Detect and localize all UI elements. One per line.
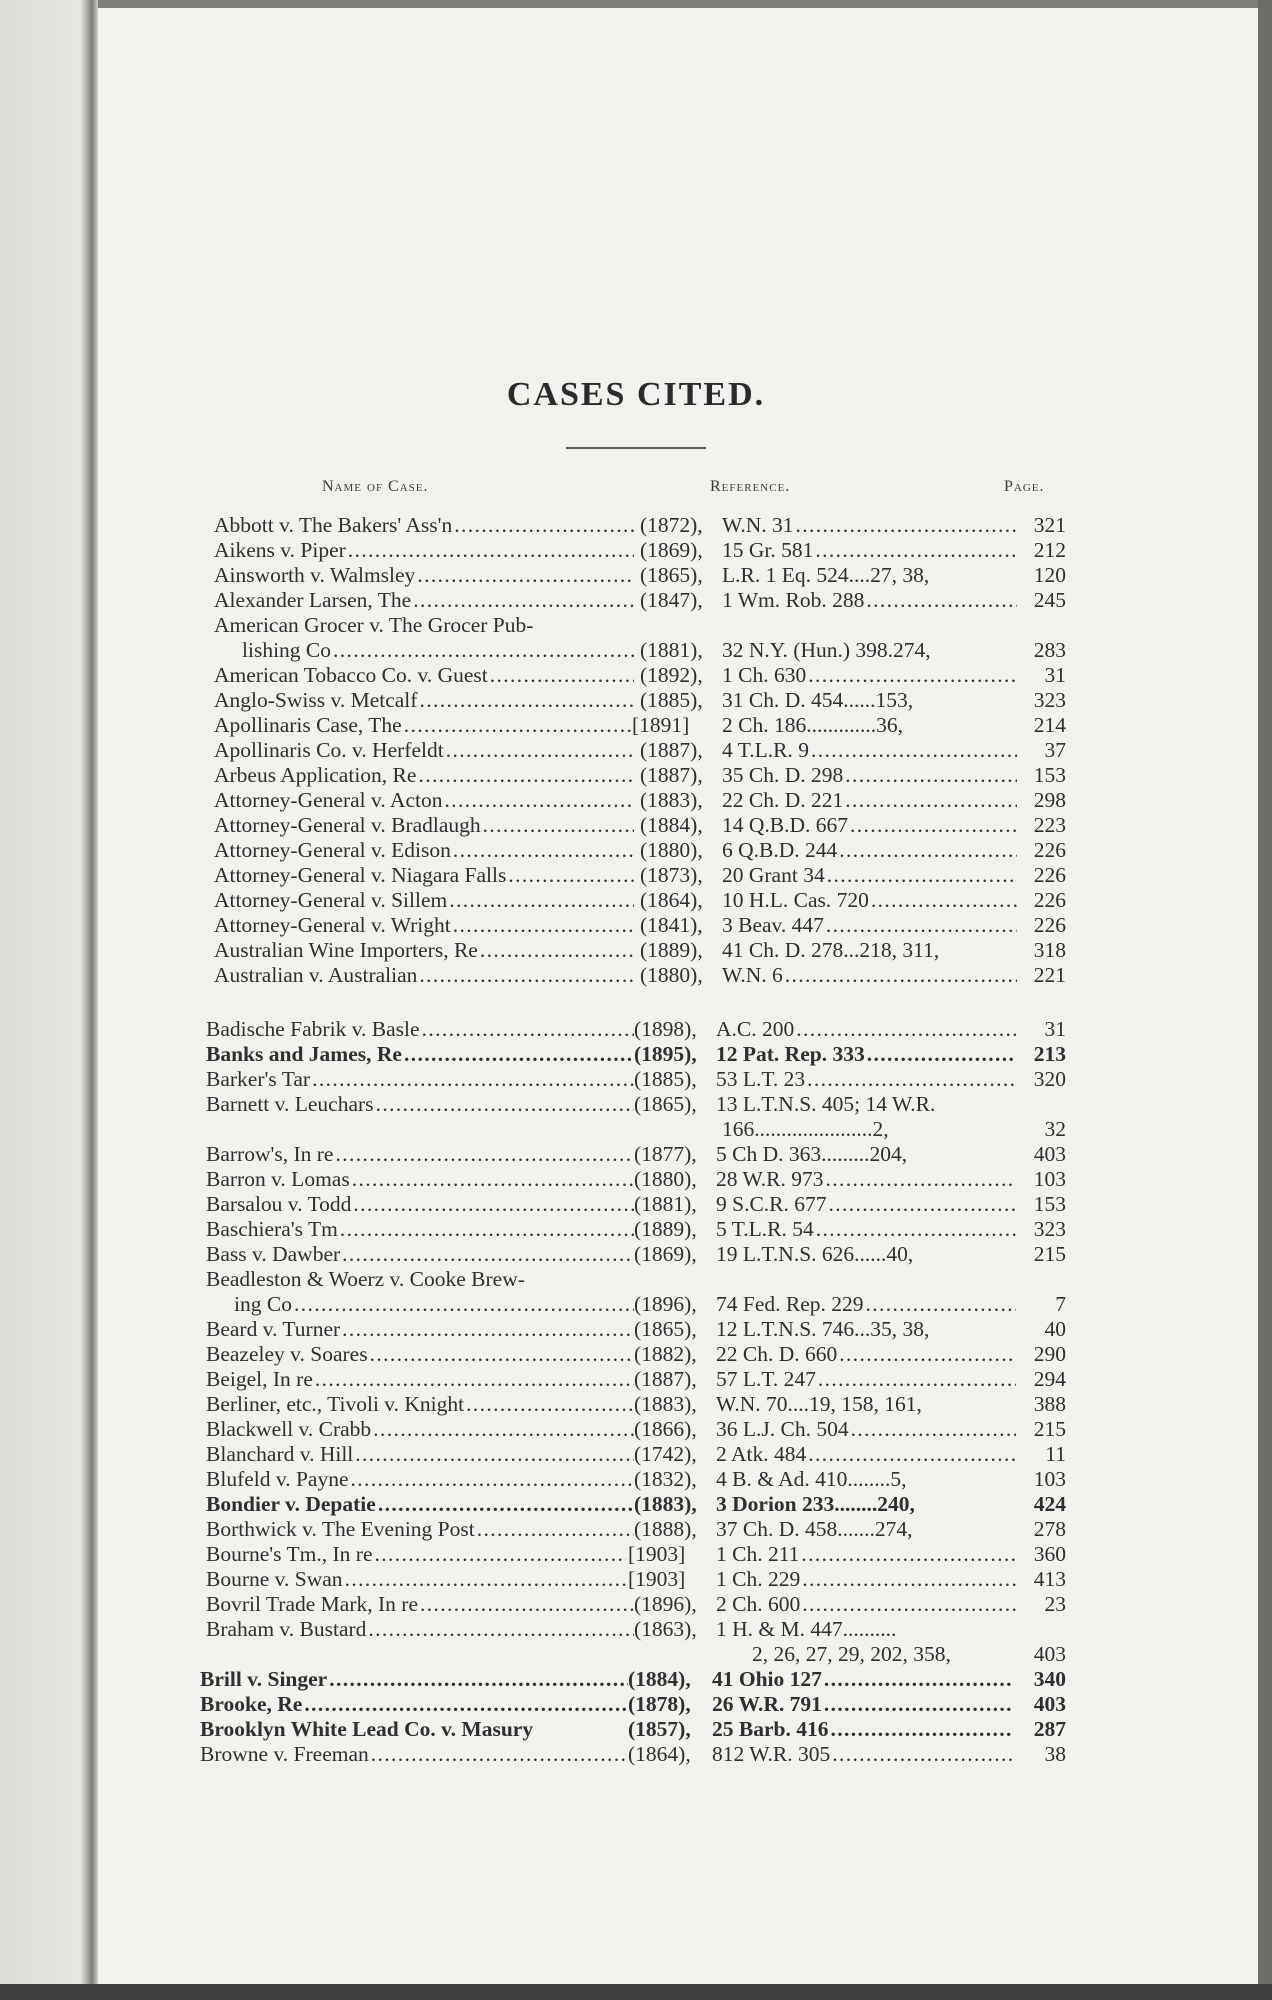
case-name: Bourne's Tm., In re . . . [206, 1542, 626, 1566]
case-reference: 5 Ch D. 363.........204, [716, 1142, 908, 1166]
case-name: Ainsworth v. Walmsley . . . [214, 563, 634, 587]
case-name: Apollinaris Case, The . . . [214, 713, 634, 737]
case-page: 323 [1033, 688, 1066, 712]
case-name: Banks and James, Re . . . [206, 1042, 634, 1066]
case-reference: 1 Ch. 229 . . . [716, 1567, 1016, 1591]
case-reference: 2, 26, 27, 29, 202, 358, [752, 1642, 951, 1666]
case-page: 153 [1033, 1192, 1066, 1216]
case-page: 23 [1044, 1592, 1066, 1616]
case-reference: 4 B. & Ad. 410........5, [716, 1467, 907, 1491]
case-name: Badische Fabrik v. Basle . . . [206, 1017, 634, 1041]
case-name: Beazeley v. Soares . . . [206, 1342, 634, 1366]
case-name: Attorney-General v. Bradlaugh . . . [214, 813, 634, 837]
case-page: 424 [1033, 1492, 1066, 1516]
case-page: 40 [1044, 1317, 1066, 1341]
case-year: (1888), [634, 1517, 697, 1541]
case-reference: 41 Ohio 127 . . . [712, 1667, 1012, 1691]
case-reference: 1 Wm. Rob. 288 . . . [722, 588, 1017, 612]
case-page: 7 [1055, 1292, 1066, 1316]
case-reference: 36 L.J. Ch. 504 . . . [716, 1417, 1016, 1441]
case-name: Blufeld v. Payne . . . [206, 1467, 634, 1491]
case-page: 388 [1033, 1392, 1066, 1416]
case-year: (1887), [640, 738, 703, 762]
case-reference: 1 H. & M. 447.......... [716, 1617, 897, 1641]
case-year: (1880), [634, 1167, 697, 1191]
case-year: (1832), [634, 1467, 697, 1491]
case-page: 318 [1033, 938, 1066, 962]
case-name: American Tobacco Co. v. Guest . . . [214, 663, 634, 687]
case-page: 226 [1033, 838, 1066, 862]
case-year: [1903] [628, 1542, 686, 1566]
case-page: 31 [1044, 663, 1066, 687]
case-page: 215 [1033, 1242, 1066, 1266]
case-year: (1881), [634, 1192, 697, 1216]
case-reference: 57 L.T. 247 . . . [716, 1367, 1016, 1391]
case-reference: 1 Ch. 211 . . . [716, 1542, 1016, 1566]
case-reference: 3 Dorion 233........240, [716, 1492, 915, 1516]
case-name: Blackwell v. Crabb . . . [206, 1417, 634, 1441]
case-page: 103 [1033, 1467, 1066, 1491]
case-name: Borthwick v. The Evening Post . . . [206, 1517, 634, 1541]
case-year: (1869), [634, 1242, 697, 1266]
case-reference: 10 H.L. Cas. 720 . . . [722, 888, 1017, 912]
case-reference: 32 N.Y. (Hun.) 398.274, [722, 638, 931, 662]
case-year: (1872), [640, 513, 703, 537]
case-page: 320 [1033, 1067, 1066, 1091]
case-page: 153 [1033, 763, 1066, 787]
case-name: lishing Co . . . [242, 638, 634, 662]
case-year: (1864), [628, 1742, 691, 1766]
case-reference: 26 W.R. 791 . . . [712, 1692, 1012, 1716]
case-reference: 9 S.C.R. 677 . . . [716, 1192, 1016, 1216]
case-year: (1898), [634, 1017, 697, 1041]
case-page: 245 [1033, 588, 1066, 612]
case-page: 212 [1033, 538, 1066, 562]
case-year: [1891] [632, 713, 690, 737]
case-name: Barrow's, In re . . . [206, 1142, 634, 1166]
case-year: (1863), [634, 1617, 697, 1641]
case-name: Browne v. Freeman . . . [200, 1742, 628, 1766]
case-reference: 6 Q.B.D. 244 . . . [722, 838, 1017, 862]
case-page: 32 [1044, 1117, 1066, 1141]
case-name: Brooke, Re . . . [200, 1692, 628, 1716]
case-page: 321 [1033, 513, 1066, 537]
case-page: 323 [1033, 1217, 1066, 1241]
case-page: 221 [1033, 963, 1066, 987]
case-reference: W.N. 70....19, 158, 161, [716, 1392, 922, 1416]
case-page: 403 [1033, 1642, 1066, 1666]
case-reference: 53 L.T. 23 . . . [716, 1067, 1016, 1091]
case-name: Bass v. Dawber . . . [206, 1242, 634, 1266]
case-page: 31 [1044, 1017, 1066, 1041]
case-year: (1742), [634, 1442, 697, 1466]
case-year: (1857), [628, 1717, 691, 1741]
case-name: Attorney-General v. Edison . . . [214, 838, 634, 862]
case-reference: 14 Q.B.D. 667 . . . [722, 813, 1017, 837]
case-name: Berliner, etc., Tivoli v. Knight . . . [206, 1392, 634, 1416]
header-page: Page. [1004, 478, 1045, 495]
case-reference: 22 Ch. D. 660 . . . [716, 1342, 1016, 1366]
case-reference: 12 L.T.N.S. 746...35, 38, [716, 1317, 930, 1341]
case-page: 294 [1033, 1367, 1066, 1391]
case-page: 290 [1033, 1342, 1066, 1366]
case-reference: 3 Beav. 447 . . . [722, 913, 1017, 937]
case-name: Braham v. Bustard . . . [206, 1617, 634, 1641]
case-reference: 1 Ch. 630 . . . [722, 663, 1017, 687]
case-name: Anglo-Swiss v. Metcalf . . . [214, 688, 634, 712]
case-year: (1882), [634, 1342, 697, 1366]
case-year: (1883), [634, 1392, 697, 1416]
case-name: Attorney-General v. Sillem . . . [214, 888, 634, 912]
case-page: 38 [1044, 1742, 1066, 1766]
case-year: (1841), [640, 913, 703, 937]
case-reference: 22 Ch. D. 221 . . . [722, 788, 1017, 812]
case-reference: 2 Atk. 484 . . . [716, 1442, 1016, 1466]
case-name: American Grocer v. The Grocer Pub- [214, 613, 534, 637]
header-name-of-case: Name of Case. [322, 478, 429, 495]
case-reference: 5 T.L.R. 54 . . . [716, 1217, 1016, 1241]
case-name: Abbott v. The Bakers' Ass'n . . . [214, 513, 634, 537]
case-name: Australian v. Australian . . . [214, 963, 634, 987]
case-year: (1865), [640, 563, 703, 587]
case-reference: 13 L.T.N.S. 405; 14 W.R. [716, 1092, 936, 1116]
case-page: 287 [1033, 1717, 1066, 1741]
case-reference: 12 Pat. Rep. 333 . . . [716, 1042, 1016, 1066]
case-reference: 35 Ch. D. 298 . . . [722, 763, 1017, 787]
case-year: (1889), [640, 938, 703, 962]
case-year: (1864), [640, 888, 703, 912]
case-page: 214 [1033, 713, 1066, 737]
case-reference: A.C. 200 . . . [716, 1017, 1016, 1041]
case-reference: 28 W.R. 973 . . . [716, 1167, 1016, 1191]
case-page: 120 [1033, 563, 1066, 587]
case-name: Apollinaris Co. v. Herfeldt . . . [214, 738, 634, 762]
case-year: (1869), [640, 538, 703, 562]
case-year: (1884), [640, 813, 703, 837]
case-year: (1883), [640, 788, 703, 812]
case-year: (1896), [634, 1592, 697, 1616]
case-page: 226 [1033, 888, 1066, 912]
case-page: 283 [1033, 638, 1066, 662]
case-name: Beigel, In re . . . [206, 1367, 634, 1391]
case-reference: L.R. 1 Eq. 524....27, 38, [722, 563, 930, 587]
case-page: 340 [1033, 1667, 1066, 1691]
case-year: (1873), [640, 863, 703, 887]
case-reference: 37 Ch. D. 458.......274, [716, 1517, 913, 1541]
case-year: (1877), [634, 1142, 697, 1166]
case-name: Brooklyn White Lead Co. v. Masury [200, 1717, 534, 1741]
case-page: 278 [1033, 1517, 1066, 1541]
case-page: 413 [1033, 1567, 1066, 1591]
case-year: (1847), [640, 588, 703, 612]
case-reference: 20 Grant 34 . . . [722, 863, 1017, 887]
case-page: 226 [1033, 863, 1066, 887]
case-name: Attorney-General v. Wright . . . [214, 913, 634, 937]
case-reference: 812 W.R. 305 . . . [712, 1742, 1012, 1766]
case-reference: 15 Gr. 581 . . . [722, 538, 1017, 562]
case-year: (1887), [640, 763, 703, 787]
case-name: Barsalou v. Todd . . . [206, 1192, 634, 1216]
case-page: 223 [1033, 813, 1066, 837]
case-year: (1865), [634, 1092, 697, 1116]
page-title: CASES CITED. [506, 376, 766, 413]
case-name: Beard v. Turner . . . [206, 1317, 634, 1341]
case-year: (1883), [634, 1492, 697, 1516]
case-reference: 166......................2, [722, 1117, 889, 1141]
case-page: 360 [1033, 1542, 1066, 1566]
case-name: Bovril Trade Mark, In re . . . [206, 1592, 634, 1616]
case-name: Bourne v. Swan . . . [206, 1567, 626, 1591]
case-name: Alexander Larsen, The . . . [214, 588, 634, 612]
case-name: Brill v. Singer . . . [200, 1667, 628, 1691]
case-reference: 2 Ch. 600 . . . [716, 1592, 1016, 1616]
case-year: (1884), [628, 1667, 691, 1691]
case-name: Australian Wine Importers, Re . . . [214, 938, 634, 962]
case-name: Barron v. Lomas . . . [206, 1167, 634, 1191]
case-year: (1865), [634, 1317, 697, 1341]
case-name: Arbeus Application, Re . . . [214, 763, 634, 787]
case-name: Baschiera's Tm . . . [206, 1217, 634, 1241]
case-reference: 4 T.L.R. 9 . . . [722, 738, 1017, 762]
case-year: (1880), [640, 963, 703, 987]
case-year: (1896), [634, 1292, 697, 1316]
case-year: (1885), [640, 688, 703, 712]
case-name: Beadleston & Woerz v. Cooke Brew- [206, 1267, 525, 1291]
case-name: ing Co . . . [234, 1292, 634, 1316]
case-page: 213 [1033, 1042, 1066, 1066]
case-year: (1880), [640, 838, 703, 862]
case-page: 298 [1033, 788, 1066, 812]
case-name: Aikens v. Piper . . . [214, 538, 634, 562]
case-reference: 25 Barb. 416 . . . [712, 1717, 1012, 1741]
case-reference: 2 Ch. 186.............36, [722, 713, 903, 737]
case-page: 215 [1033, 1417, 1066, 1441]
case-reference: W.N. 31 . . . [722, 513, 1017, 537]
case-name: Attorney-General v. Acton . . . [214, 788, 634, 812]
case-page: 103 [1033, 1167, 1066, 1191]
case-name: Barker's Tar . . . [206, 1067, 634, 1091]
case-year: (1878), [628, 1692, 691, 1716]
case-year: [1903] [628, 1567, 686, 1591]
case-page: 37 [1044, 738, 1066, 762]
case-page: 403 [1033, 1142, 1066, 1166]
case-reference: 41 Ch. D. 278...218, 311, [722, 938, 940, 962]
case-name: Attorney-General v. Niagara Falls . . . [214, 863, 634, 887]
case-name: Bondier v. Depatie . . . [206, 1492, 634, 1516]
header-reference: Reference. [710, 478, 791, 495]
case-reference: 74 Fed. Rep. 229 . . . [716, 1292, 1016, 1316]
case-year: (1866), [634, 1417, 697, 1441]
case-page: 226 [1033, 913, 1066, 937]
case-page: 403 [1033, 1692, 1066, 1716]
case-name: Blanchard v. Hill . . . [206, 1442, 634, 1466]
case-year: (1885), [634, 1067, 697, 1091]
case-name: Barnett v. Leuchars . . . [206, 1092, 634, 1116]
case-year: (1887), [634, 1367, 697, 1391]
case-reference: W.N. 6 . . . [722, 963, 1017, 987]
case-year: (1892), [640, 663, 703, 687]
case-reference: 31 Ch. D. 454......153, [722, 688, 914, 712]
case-page: 11 [1045, 1442, 1066, 1466]
case-year: (1889), [634, 1217, 697, 1241]
case-reference: 19 L.T.N.S. 626......40, [716, 1242, 914, 1266]
case-year: (1881), [640, 638, 703, 662]
case-year: (1895), [634, 1042, 697, 1066]
